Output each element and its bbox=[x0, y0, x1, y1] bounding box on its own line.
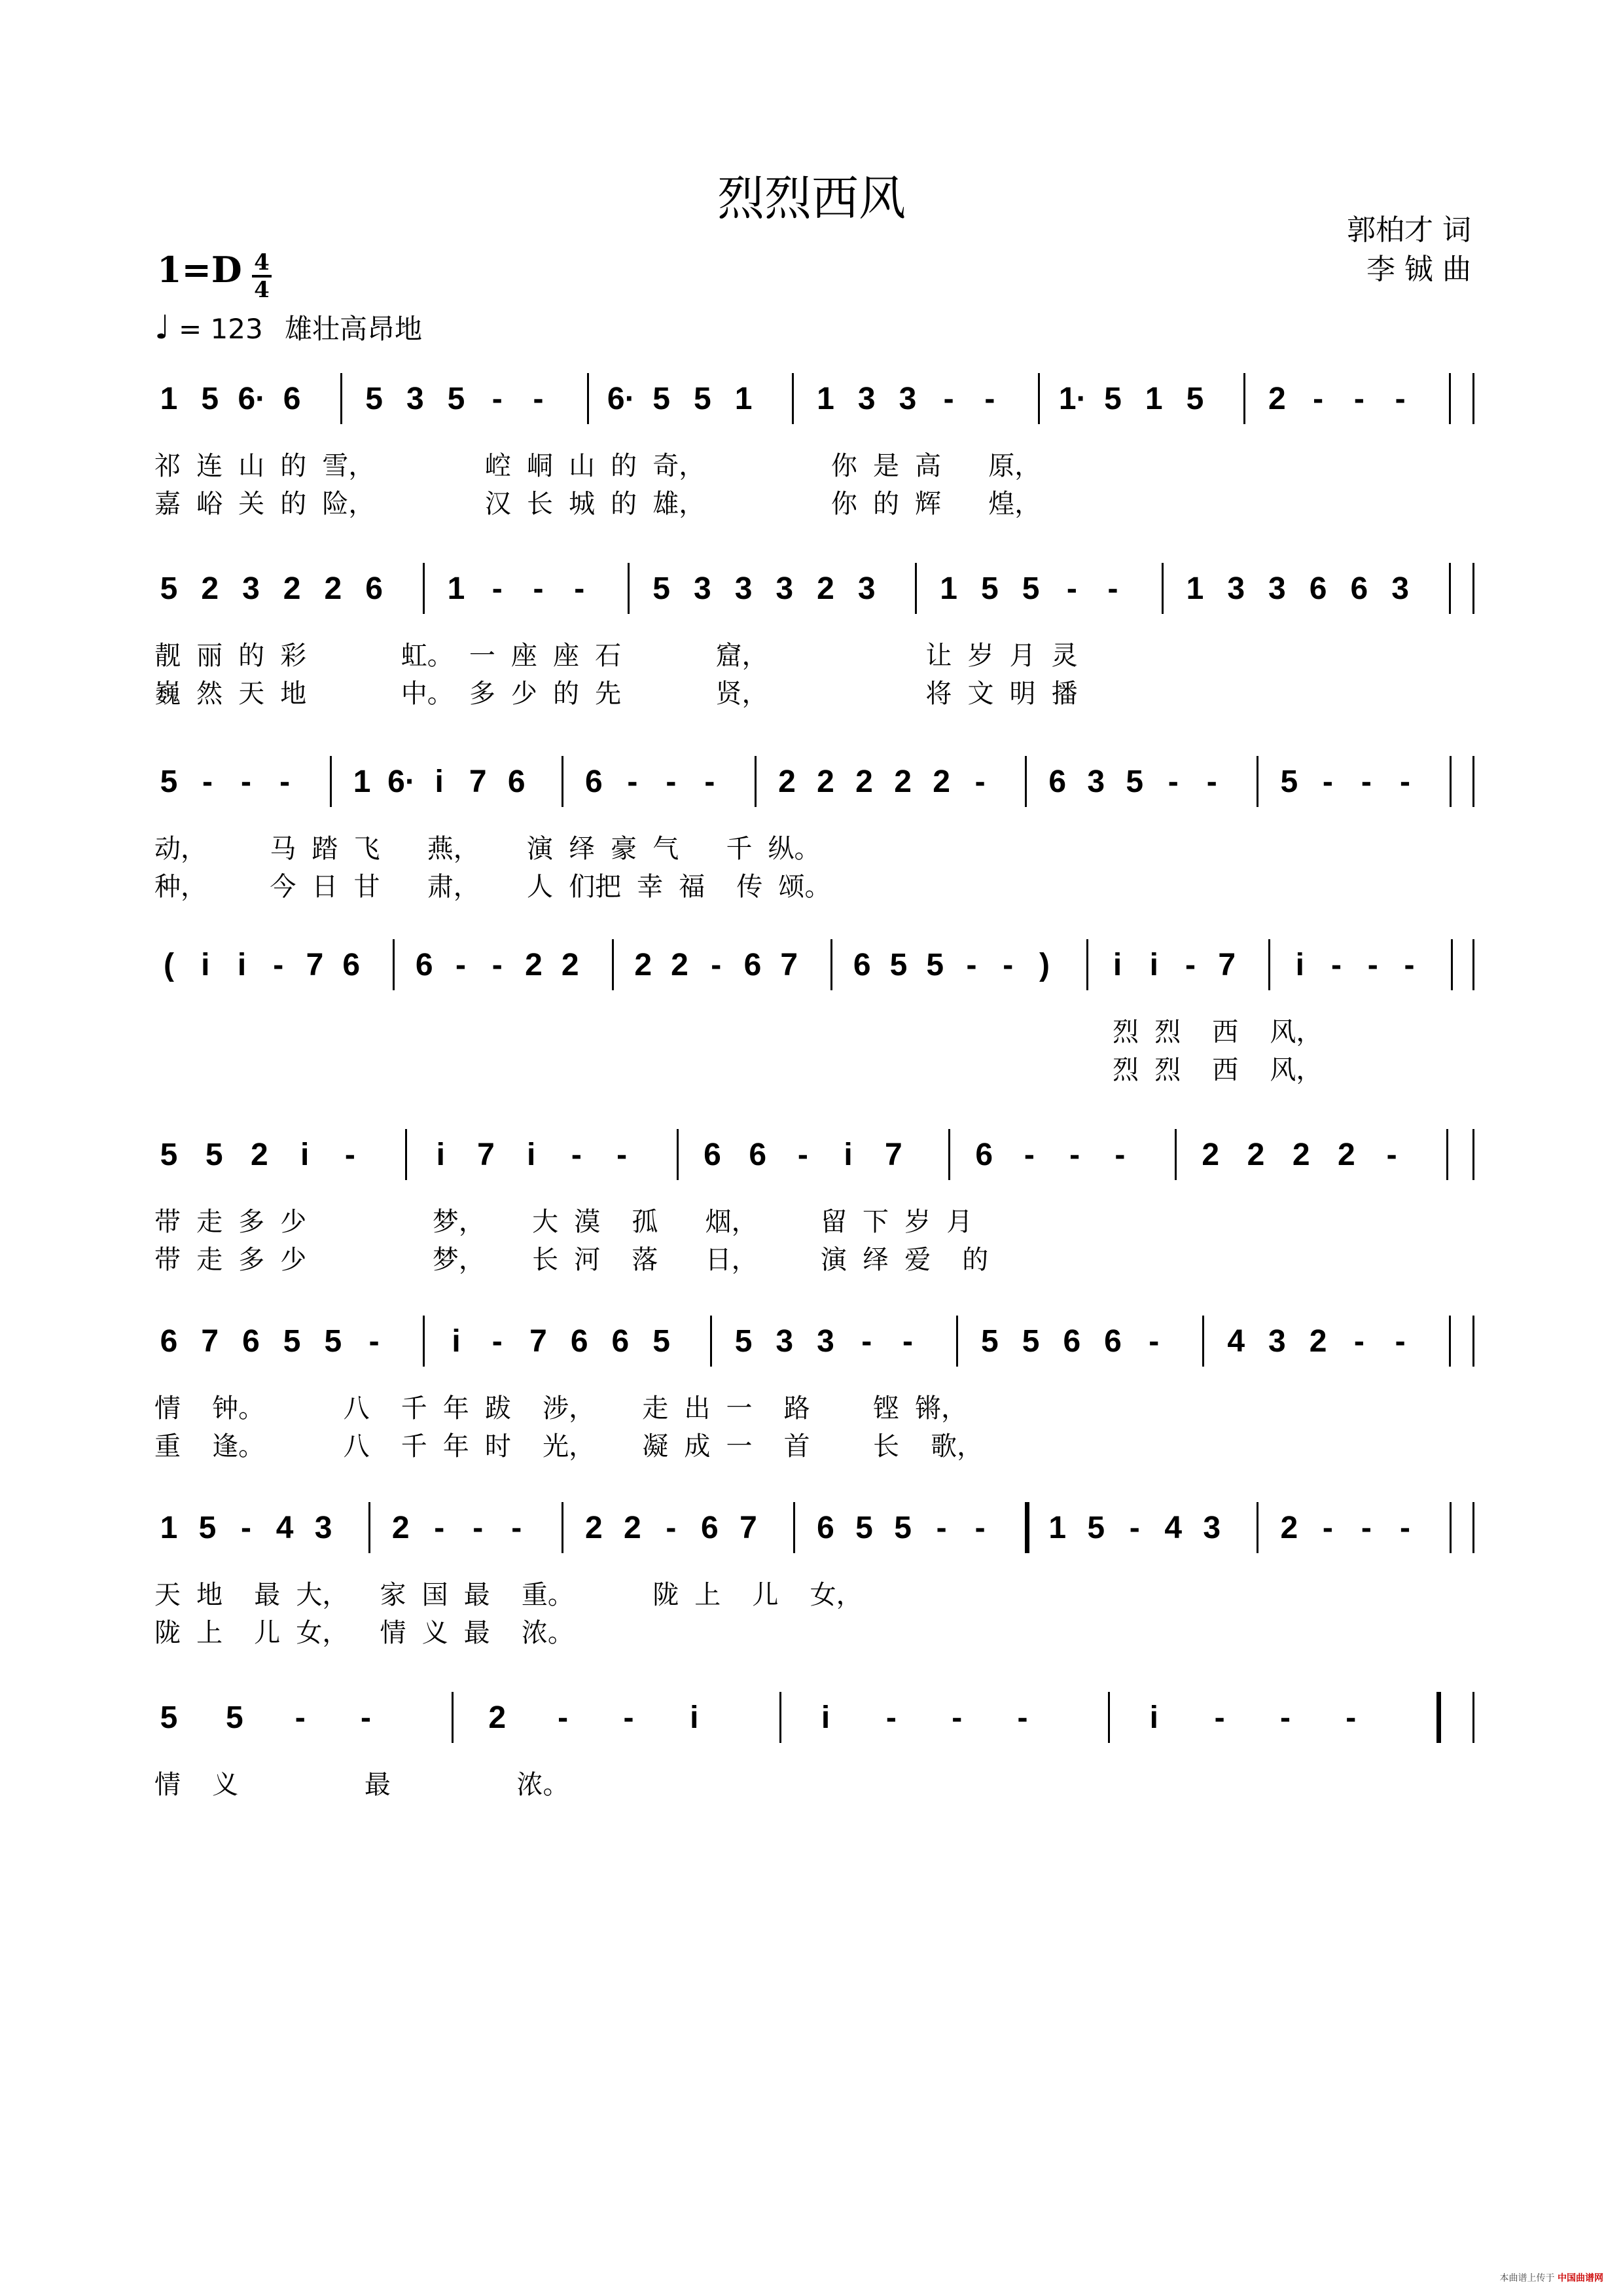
note-symbol: 1 bbox=[817, 382, 834, 416]
note-symbol: 6 bbox=[242, 1324, 260, 1359]
note-symbol: - bbox=[571, 1138, 582, 1172]
note-symbol: 7 bbox=[740, 1511, 757, 1545]
barline bbox=[1162, 563, 1164, 614]
note-symbol: i bbox=[526, 1138, 536, 1172]
note-symbol: - bbox=[294, 1700, 306, 1735]
note-symbol: i bbox=[300, 1138, 310, 1172]
note-symbol: 2 bbox=[817, 764, 834, 799]
lyric-verse-2: 陇 上 儿 女， 情 义 最 浓。 bbox=[154, 1618, 574, 1648]
note-symbol: - bbox=[455, 948, 466, 982]
note-symbol: 6 bbox=[415, 948, 433, 982]
note-symbol: - bbox=[361, 1700, 372, 1735]
note-symbol: 2 bbox=[584, 1511, 603, 1545]
note-symbol: 2 bbox=[1309, 1324, 1327, 1359]
barline bbox=[452, 1692, 454, 1743]
barline bbox=[628, 563, 630, 614]
note-symbol: 7 bbox=[477, 1138, 495, 1172]
footer-text: 本曲谱上传于 bbox=[1499, 2273, 1555, 2284]
note-symbol: - bbox=[533, 382, 544, 416]
lyric-verse-2: 种， 今 日 甘 肃， 人 们把 幸 福 传 颂。 bbox=[154, 872, 831, 902]
note-symbol: 6 bbox=[570, 1324, 588, 1359]
note-symbol: 1 bbox=[1048, 1511, 1067, 1545]
barline bbox=[677, 1129, 679, 1180]
note-symbol: 3 bbox=[1227, 571, 1245, 606]
note-symbol: i bbox=[1149, 1700, 1158, 1735]
note-symbol: 3 bbox=[1391, 571, 1409, 606]
barline bbox=[1202, 1316, 1204, 1367]
note-symbol: - bbox=[491, 571, 503, 606]
note-symbol: - bbox=[1107, 571, 1118, 606]
note-symbol: 2 bbox=[1202, 1138, 1220, 1172]
note-symbol: 2 bbox=[855, 764, 873, 799]
note-symbol: i bbox=[1295, 948, 1304, 982]
note-symbol: 2 bbox=[1292, 1138, 1310, 1172]
barline bbox=[330, 756, 332, 807]
note-symbol: 5 bbox=[283, 1324, 301, 1359]
note-symbol: 7 bbox=[780, 948, 798, 982]
note-symbol: 1 bbox=[734, 382, 753, 416]
note-symbol: - bbox=[623, 1700, 634, 1735]
note-symbol: 5 bbox=[894, 1511, 912, 1545]
note-symbol: - bbox=[279, 764, 291, 799]
quarter-note-icon: ♩ bbox=[154, 308, 170, 346]
note-symbol: - bbox=[241, 1511, 252, 1545]
barline bbox=[1268, 939, 1270, 990]
time-top: 4 bbox=[254, 249, 270, 276]
note-symbol: 5 bbox=[160, 1700, 178, 1735]
note-symbol: - bbox=[1313, 382, 1324, 416]
note-symbol: - bbox=[861, 1324, 872, 1359]
note-symbol: - bbox=[666, 764, 677, 799]
note-symbol: 2 bbox=[488, 1700, 507, 1735]
barline bbox=[755, 756, 757, 807]
barline bbox=[1025, 756, 1027, 807]
note-symbol: 5 bbox=[1280, 764, 1298, 799]
note-symbol: 3 bbox=[857, 382, 876, 416]
note-symbol: 2 bbox=[634, 948, 652, 982]
note-symbol: - bbox=[885, 1700, 897, 1735]
note-symbol: i bbox=[821, 1700, 830, 1735]
note-symbol: 4 bbox=[1164, 1511, 1183, 1545]
lyric-verse-2: 嘉 峪 关 的 险， 汉 长 城 的 雄， 你 的 辉 煌， bbox=[154, 489, 1041, 519]
note-symbol: 5 bbox=[160, 571, 178, 606]
lyric-verse-2: 重 逢。 八 千 年 时 光， 凝 成 一 首 长 歌， bbox=[154, 1431, 984, 1462]
note-symbol: 3 bbox=[1268, 571, 1286, 606]
note-symbol: - bbox=[952, 1700, 963, 1735]
note-symbol: 2 bbox=[561, 948, 579, 982]
barline bbox=[1257, 1502, 1258, 1553]
note-symbol: i bbox=[690, 1700, 699, 1735]
note-symbol: 1 bbox=[1186, 571, 1204, 606]
note-symbol: 6 bbox=[749, 1138, 767, 1172]
note-symbol: - bbox=[434, 1511, 445, 1545]
note-symbol: - bbox=[344, 1138, 355, 1172]
note-symbol: - bbox=[491, 1324, 503, 1359]
note-symbol: 6 bbox=[743, 948, 762, 982]
note-symbol: - bbox=[273, 948, 284, 982]
barline bbox=[1472, 1692, 1474, 1743]
note-symbol: 1 bbox=[353, 764, 371, 799]
barline bbox=[1038, 373, 1040, 424]
note-symbol: 5 bbox=[225, 1700, 243, 1735]
note-symbol: - bbox=[902, 1324, 913, 1359]
barline bbox=[612, 939, 614, 990]
note-symbol: 2 bbox=[817, 571, 834, 606]
note-symbol: 3 bbox=[314, 1511, 332, 1545]
barline bbox=[1449, 1316, 1451, 1367]
note-symbol: 5 bbox=[1126, 764, 1144, 799]
barline bbox=[830, 939, 832, 990]
note-symbol: 6 bbox=[342, 948, 361, 982]
note-symbol: - bbox=[511, 1511, 522, 1545]
barline bbox=[1436, 1692, 1441, 1743]
note-symbol: - bbox=[1353, 382, 1364, 416]
note-symbol: i bbox=[237, 948, 247, 982]
note-symbol: 2 bbox=[251, 1138, 268, 1172]
note-symbol: 5 bbox=[889, 948, 908, 982]
note-symbol: 1 bbox=[940, 571, 957, 606]
note-symbol: 7 bbox=[469, 764, 487, 799]
note-symbol: 2 bbox=[778, 764, 796, 799]
note-symbol: 6 bbox=[704, 1138, 721, 1172]
composer: 李 铖 曲 bbox=[1366, 253, 1471, 286]
note-symbol: 5 bbox=[1022, 571, 1040, 606]
barline bbox=[1472, 1502, 1474, 1553]
note-symbol: 3 bbox=[1203, 1511, 1221, 1545]
barline bbox=[1243, 373, 1245, 424]
note-symbol: - bbox=[1115, 1138, 1126, 1172]
note-symbol: - bbox=[1367, 948, 1378, 982]
note-symbol: 2 bbox=[283, 571, 301, 606]
note-symbol: 6 bbox=[1309, 571, 1327, 606]
barline bbox=[1472, 1129, 1474, 1180]
note-symbol: - bbox=[1395, 382, 1406, 416]
barline bbox=[405, 1129, 407, 1180]
note-symbol: 5 bbox=[926, 948, 944, 982]
barline bbox=[710, 1316, 712, 1367]
barline bbox=[368, 1502, 370, 1553]
note-symbol: 6 bbox=[584, 764, 603, 799]
note-symbol: 6 bbox=[1063, 1324, 1081, 1359]
note-symbol: 3 bbox=[776, 1324, 794, 1359]
note-symbol: - bbox=[936, 1511, 947, 1545]
footer bbox=[1500, 2271, 1603, 2284]
note-symbol: - bbox=[1399, 1511, 1410, 1545]
note-symbol: 5 bbox=[198, 1511, 217, 1545]
note-symbol: 5 bbox=[652, 382, 670, 416]
note-symbol: 3 bbox=[899, 382, 917, 416]
barline bbox=[1175, 1129, 1177, 1180]
credits bbox=[1347, 211, 1471, 289]
barline bbox=[1257, 756, 1258, 807]
barline bbox=[1472, 1316, 1474, 1367]
barline bbox=[562, 1502, 563, 1553]
barline bbox=[423, 1316, 425, 1367]
note-symbol: - bbox=[1331, 948, 1342, 982]
note-symbol: - bbox=[666, 1511, 677, 1545]
lyric-verse-1: 天 地 最 大， 家 国 最 重。 陇 上 儿 女， bbox=[154, 1580, 863, 1610]
note-symbol: 5 bbox=[1022, 1324, 1040, 1359]
barline bbox=[1472, 756, 1474, 807]
note-symbol: 6 bbox=[975, 1138, 993, 1172]
note-symbol: - bbox=[1214, 1700, 1225, 1735]
barline bbox=[793, 1502, 795, 1553]
note-symbol: - bbox=[1353, 1324, 1364, 1359]
note-symbol: 1 bbox=[160, 382, 178, 416]
note-symbol: i bbox=[201, 948, 210, 982]
note-symbol: 6 bbox=[1048, 764, 1067, 799]
barline bbox=[423, 563, 425, 614]
lyric-verse-2: 带 走 多 少 梦， 长 河 落 日， 演 绎 爱 的 bbox=[154, 1245, 989, 1275]
note-symbol: 2 bbox=[623, 1511, 641, 1545]
note-symbol: 5 bbox=[447, 382, 465, 416]
note-symbol: - bbox=[1361, 1511, 1372, 1545]
note-symbol: 5 bbox=[855, 1511, 873, 1545]
note-symbol: 3 bbox=[693, 571, 711, 606]
barline bbox=[562, 756, 563, 807]
note-symbol: 6 bbox=[507, 764, 526, 799]
note-symbol: - bbox=[491, 948, 503, 982]
note-symbol: - bbox=[797, 1138, 808, 1172]
lyric-verse-1: 动， 马 踏 飞 燕， 演 绎 豪 气 千 纵。 bbox=[154, 834, 821, 864]
note-symbol: 5 bbox=[160, 1138, 178, 1172]
barline bbox=[1446, 1129, 1448, 1180]
barline bbox=[1472, 939, 1474, 990]
note-symbol: 6 bbox=[701, 1511, 719, 1545]
lyricist: 郭柏才 词 bbox=[1347, 213, 1471, 247]
note-symbol: 6 bbox=[1104, 1324, 1122, 1359]
note-symbol: - bbox=[1386, 1138, 1397, 1172]
note-symbol: 2 bbox=[671, 948, 688, 982]
note-symbol: 5 bbox=[365, 382, 383, 416]
note-symbol: - bbox=[533, 571, 544, 606]
note-symbol: - bbox=[473, 1511, 484, 1545]
note-symbol: i bbox=[1149, 948, 1158, 982]
barline bbox=[393, 939, 395, 990]
note-symbol: 4 bbox=[276, 1511, 294, 1545]
note-symbol: 7 bbox=[529, 1324, 547, 1359]
lyric-verse-2: 巍 然 天 地 中。 多 少 的 先 贤， 将 文 明 播 bbox=[154, 679, 1078, 709]
barline bbox=[792, 373, 794, 424]
note-symbol: - bbox=[1404, 948, 1415, 982]
barline bbox=[1449, 563, 1451, 614]
note-symbol: 2 bbox=[525, 948, 543, 982]
time-signature bbox=[252, 251, 272, 301]
note-symbol: i bbox=[435, 764, 444, 799]
key-signature: 1=D bbox=[157, 249, 242, 291]
note-symbol: - bbox=[491, 382, 503, 416]
lyric-verse-1: 祁 连 山 的 雪， 崆 峒 山 的 奇， 你 是 高 原， bbox=[154, 451, 1041, 481]
note-symbol: - bbox=[1003, 948, 1014, 982]
score-title: 烈烈西风 bbox=[717, 171, 906, 226]
note-symbol: 2 bbox=[324, 571, 342, 606]
note-symbol: 2 bbox=[391, 1511, 410, 1545]
note-symbol: 4 bbox=[1227, 1324, 1245, 1359]
expression: 雄壮高昂地 bbox=[285, 313, 423, 345]
note-symbol: - bbox=[1149, 1324, 1160, 1359]
note-symbol: 2 bbox=[1280, 1511, 1298, 1545]
note-symbol: 1· bbox=[1058, 382, 1087, 416]
barline bbox=[915, 563, 917, 614]
note-symbol: 5 bbox=[693, 382, 711, 416]
note-symbol: 6 bbox=[611, 1324, 630, 1359]
note-symbol: 5 bbox=[981, 571, 999, 606]
note-symbol: 2 bbox=[1338, 1138, 1355, 1172]
note-symbol: 3 bbox=[776, 571, 794, 606]
note-symbol: 3 bbox=[857, 571, 876, 606]
note-symbol: 2 bbox=[1268, 382, 1286, 416]
note-symbol: - bbox=[1024, 1138, 1035, 1172]
note-symbol: 1 bbox=[447, 571, 465, 606]
note-symbol: 5 bbox=[1087, 1511, 1105, 1545]
lyric-verse-1: 带 走 多 少 梦， 大 漠 孤 烟， 留 下 岁 月 bbox=[154, 1207, 973, 1237]
note-symbol: 5 bbox=[205, 1138, 223, 1172]
note-symbol: - bbox=[241, 764, 252, 799]
barline bbox=[1108, 1692, 1110, 1743]
note-symbol: 7 bbox=[884, 1138, 902, 1172]
note-symbol: 6· bbox=[387, 764, 416, 799]
note-symbol: 5 bbox=[1104, 382, 1122, 416]
note-symbol: - bbox=[574, 571, 585, 606]
barline bbox=[1449, 373, 1451, 424]
note-symbol: - bbox=[368, 1324, 380, 1359]
note-symbol: i bbox=[1113, 948, 1122, 982]
tempo-value: = 123 bbox=[178, 313, 263, 345]
note-symbol: - bbox=[202, 764, 213, 799]
barline bbox=[587, 373, 589, 424]
site-logo: 中国曲谱网 bbox=[1558, 2273, 1603, 2284]
note-symbol: 5 bbox=[1186, 382, 1204, 416]
note-symbol: 2 bbox=[894, 764, 912, 799]
lyric-verse-1: 靓 丽 的 彩 虹。 一 座 座 石 窟， 让 岁 月 灵 bbox=[154, 641, 1078, 671]
barline bbox=[779, 1692, 781, 1743]
note-symbol: - bbox=[943, 382, 954, 416]
note-symbol: - bbox=[1279, 1700, 1291, 1735]
note-symbol: 3 bbox=[1268, 1324, 1286, 1359]
note-symbol: ) bbox=[1039, 948, 1050, 982]
note-symbol: 6 bbox=[1350, 571, 1368, 606]
note-symbol: 7 bbox=[201, 1324, 219, 1359]
note-symbol: i bbox=[452, 1324, 461, 1359]
note-symbol: - bbox=[616, 1138, 628, 1172]
barline bbox=[1450, 1502, 1452, 1553]
lyric-verse-1: 情 义 最 浓。 bbox=[154, 1770, 569, 1800]
note-symbol: 5 bbox=[652, 571, 670, 606]
barline bbox=[340, 373, 342, 424]
barline bbox=[1450, 756, 1452, 807]
time-bottom: 4 bbox=[254, 277, 270, 303]
barline bbox=[1451, 939, 1453, 990]
note-symbol: - bbox=[1322, 1511, 1333, 1545]
note-symbol: 3 bbox=[817, 1324, 834, 1359]
note-symbol: - bbox=[1066, 571, 1077, 606]
barline bbox=[1472, 563, 1474, 614]
note-symbol: - bbox=[711, 948, 722, 982]
barline bbox=[956, 1316, 958, 1367]
note-symbol: 5 bbox=[652, 1324, 670, 1359]
note-symbol: 3 bbox=[242, 571, 260, 606]
note-symbol: 7 bbox=[1218, 948, 1236, 982]
note-symbol: 6 bbox=[283, 382, 301, 416]
note-symbol: - bbox=[558, 1700, 569, 1735]
barline bbox=[1086, 939, 1088, 990]
barline bbox=[948, 1129, 950, 1180]
note-symbol: 5 bbox=[201, 382, 219, 416]
note-symbol: - bbox=[1129, 1511, 1140, 1545]
note-symbol: - bbox=[974, 1511, 986, 1545]
note-symbol: - bbox=[1206, 764, 1217, 799]
note-symbol: - bbox=[1395, 1324, 1406, 1359]
tempo-marking bbox=[154, 308, 422, 347]
note-symbol: - bbox=[1168, 764, 1179, 799]
note-symbol: 5 bbox=[324, 1324, 342, 1359]
note-symbol: 6· bbox=[238, 382, 266, 416]
note-symbol: 6· bbox=[607, 382, 635, 416]
note-symbol: 2 bbox=[201, 571, 219, 606]
note-symbol: - bbox=[1361, 764, 1372, 799]
lyric-verse-2: 烈 烈 西 风， bbox=[1113, 1055, 1323, 1085]
note-symbol: 3 bbox=[734, 571, 753, 606]
barline bbox=[1025, 1502, 1029, 1553]
note-symbol: - bbox=[984, 382, 995, 416]
note-symbol: - bbox=[1017, 1700, 1028, 1735]
note-symbol: - bbox=[974, 764, 986, 799]
note-symbol: 1 bbox=[1145, 382, 1163, 416]
note-symbol: 5 bbox=[160, 764, 178, 799]
note-symbol: i bbox=[436, 1138, 445, 1172]
lyric-verse-1: 情 钟。 八 千 年 跋 涉， 走 出 一 路 铿 锵， bbox=[154, 1393, 968, 1424]
note-symbol: - bbox=[1322, 764, 1333, 799]
note-symbol: 2 bbox=[1247, 1138, 1265, 1172]
barline bbox=[1472, 373, 1474, 424]
note-symbol: 6 bbox=[853, 948, 871, 982]
note-symbol: - bbox=[627, 764, 638, 799]
note-symbol: - bbox=[1069, 1138, 1080, 1172]
note-symbol: - bbox=[704, 764, 715, 799]
note-symbol: 6 bbox=[160, 1324, 178, 1359]
note-symbol: i bbox=[844, 1138, 853, 1172]
lyric-verse-1: 烈 烈 西 风， bbox=[1113, 1017, 1323, 1047]
note-symbol: 7 bbox=[306, 948, 324, 982]
note-symbol: 3 bbox=[406, 382, 424, 416]
note-symbol: - bbox=[966, 948, 977, 982]
note-symbol: - bbox=[1399, 764, 1410, 799]
note-symbol: 2 bbox=[933, 764, 950, 799]
note-symbol: 3 bbox=[1087, 764, 1105, 799]
note-symbol: 1 bbox=[160, 1511, 178, 1545]
note-symbol: ( bbox=[164, 948, 174, 982]
note-symbol: 5 bbox=[734, 1324, 753, 1359]
note-symbol: - bbox=[1346, 1700, 1357, 1735]
note-symbol: 6 bbox=[817, 1511, 834, 1545]
note-symbol: - bbox=[1185, 948, 1196, 982]
note-symbol: 6 bbox=[365, 571, 383, 606]
note-symbol: 5 bbox=[981, 1324, 999, 1359]
